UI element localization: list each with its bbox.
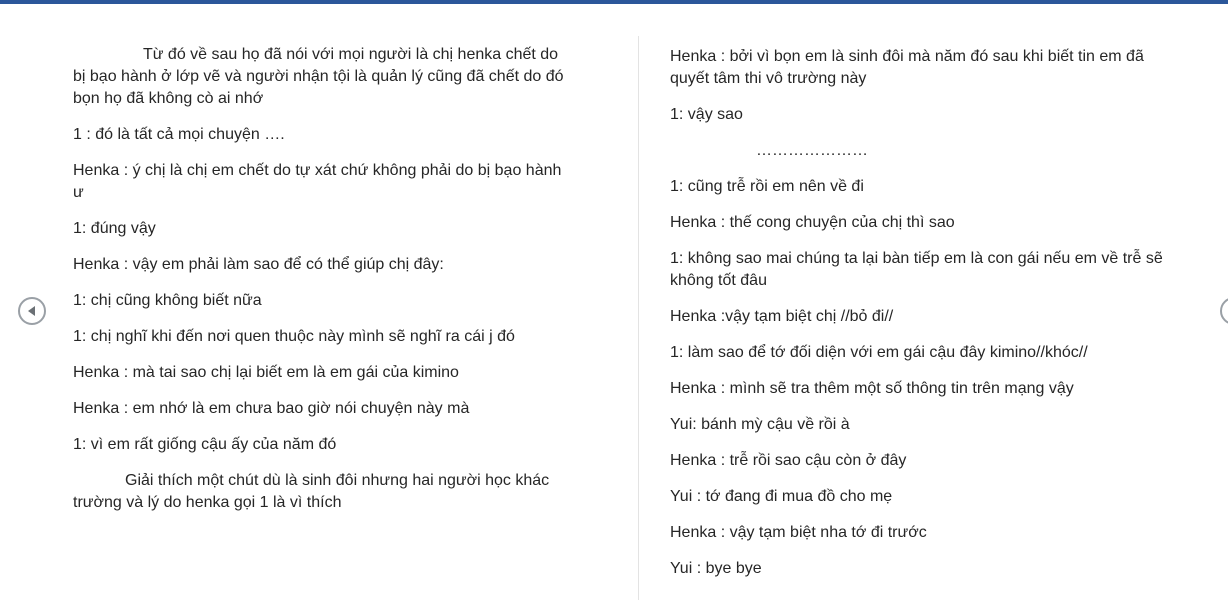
page-divider bbox=[638, 36, 639, 600]
paragraph-line: Henka : bởi vì bọn em là sinh đôi mà năm đó sau khi biết tin em đã bbox=[670, 48, 1144, 65]
paragraph-line: quyết tâm thi vô trường này bbox=[670, 70, 867, 87]
paragraph: 1: vậy sao bbox=[670, 106, 743, 123]
paragraph: 1 : đó là tất cả mọi chuyện …. bbox=[73, 126, 285, 143]
reader-top-bar bbox=[0, 0, 1228, 4]
paragraph: 1: đúng vậy bbox=[73, 220, 156, 237]
paragraph: 1: chị cũng không biết nữa bbox=[73, 292, 262, 309]
paragraph-line: bị bạo hành ở lớp vẽ và người nhận tội là quản lý cũng đã chết do đó bbox=[73, 68, 564, 85]
right-page bbox=[670, 46, 1210, 580]
paragraph-line: bọn họ đã không cò ai nhớ bbox=[73, 90, 264, 107]
paragraph: Henka : vậy tạm biệt nha tớ đi trước bbox=[670, 524, 927, 541]
paragraph: Henka : mà tai sao chị lại biết em là em gái của kimino bbox=[73, 364, 459, 381]
paragraph: Henka : em nhớ là em chưa bao giờ nói chuyện này mà bbox=[73, 400, 470, 417]
next-page-button[interactable] bbox=[1220, 297, 1228, 325]
paragraph-line: 1: không sao mai chúng ta lại bàn tiếp em là con gái nếu em về trễ sẽ bbox=[670, 250, 1163, 267]
paragraph-line: Từ đó về sau họ đã nói với mọi người là chị henka chết do bbox=[143, 46, 559, 63]
paragraph: Yui : bye bye bbox=[670, 560, 762, 577]
paragraph: Henka : trễ rồi sao cậu còn ở đây bbox=[670, 452, 907, 469]
paragraph: Henka : mình sẽ tra thêm một số thông tin trên mạng vậy bbox=[670, 380, 1074, 397]
paragraph-line: trường và lý do henka gọi 1 là vì thích bbox=[73, 494, 342, 511]
paragraph: Yui: bánh mỳ cậu về rồi à bbox=[670, 416, 850, 433]
paragraph-line: Giải thích một chút dù là sinh đôi nhưng hai người học khác bbox=[125, 472, 550, 489]
paragraph-line: không tốt đâu bbox=[670, 272, 767, 289]
paragraph: 1: cũng trễ rồi em nên về đi bbox=[670, 178, 864, 195]
paragraph-line: ư bbox=[73, 184, 84, 201]
paragraph: ………………… bbox=[756, 142, 868, 159]
paragraph: Henka :vậy tạm biệt chị //bỏ đi// bbox=[670, 308, 894, 325]
paragraph: Yui : tớ đang đi mua đồ cho mẹ bbox=[670, 488, 893, 505]
paragraph: Henka : thế cong chuyện của chị thì sao bbox=[670, 214, 955, 231]
paragraph: 1: chị nghĩ khi đến nơi quen thuộc này mình sẽ nghĩ ra cái j đó bbox=[73, 328, 515, 345]
previous-page-button[interactable] bbox=[18, 297, 46, 325]
paragraph-line: Henka : ý chị là chị em chết do tự xát chứ không phải do bị bạo hành bbox=[73, 162, 562, 179]
chevron-left-icon bbox=[28, 306, 35, 316]
left-page bbox=[73, 44, 613, 514]
paragraph: 1: vì em rất giống cậu ấy của năm đó bbox=[73, 436, 337, 453]
paragraph: 1: làm sao để tớ đối diện với em gái cậu đây kimino//khóc// bbox=[670, 344, 1088, 361]
paragraph: Henka : vậy em phải làm sao để có thể giúp chị đây: bbox=[73, 256, 444, 273]
